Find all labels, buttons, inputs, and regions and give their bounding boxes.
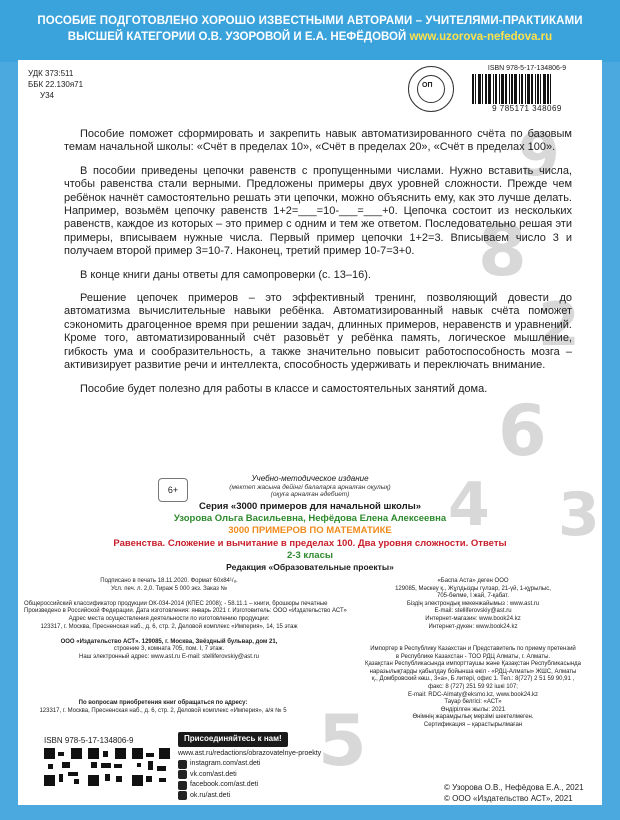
decor-digit: 2 [538,290,580,360]
detail-line: Тауар белгісі: «АСТ» [444,699,502,706]
social-label: instagram.com/ast.deti [190,760,261,767]
social-instagram[interactable] [178,759,321,770]
detail-line: Өнімнің жарамдылық мерзімі шектелмеген. [412,714,534,721]
decor-digit: 3 [558,480,600,550]
detail-line: Өндірілген жылы: 2021 [440,706,506,713]
detail-line: Подписано в печать 18.11.2020. Формат 60x84¹/₈. [100,578,238,584]
banner-line-2 [0,31,620,43]
detail-line: наразылықтарды қабылдау бойынша өкіл - «РДЦ-Алматы» ЖШС, Алматы [369,668,577,675]
paragraph: В конце книги даны ответы для самопроверки (с. 13–16). [80,268,371,281]
detail-line: Импортер в Республику Казахстан и Представитель по приему претензий [370,646,576,652]
copyright-line: © Узорова О.В., Нефёдова Е.А., 2021 [444,783,584,792]
detail-line: 123317, г. Москва, Пресненская наб., д. 6, стр. 2, Деловой комплекс «Империя», 14, 15 этаж [40,623,298,630]
copyright [444,782,584,804]
banner-authors: ВЫСШЕЙ КАТЕГОРИИ О.В. УЗОРОВОЙ И Е.А. НЕФЁДОВОЙ [67,31,407,43]
detail-line: Адрес места осуществления деятельности по изготовлению продукции: [68,615,270,622]
detail-line: Сертификация – қарастырылмаған [423,721,523,728]
detail-line [24,593,314,601]
detail-line: Қазақстан Республикасында импорттаушы және Қазақстан Республикасында [365,661,581,668]
qr-code[interactable] [44,748,82,786]
ok-icon [178,791,187,800]
qr-code[interactable] [88,748,126,786]
qr-code[interactable] [132,748,170,786]
detail-line [24,631,314,639]
detail-line: E-mail: RDC-Almaty@eksmo.kz, www.book24.kz [407,691,539,698]
edition-office: Редакция «Образовательные проекты» [226,562,394,572]
detail-line: Біздің электрондық мекенжайымыз : www.ast.ru [406,600,540,607]
decor-digit: 9 [518,120,560,190]
banner-line-1: ПОСОБИЕ ПОДГОТОВЛЕНО ХОРОШО ИЗВЕСТНЫМИ АВТОРАМИ – УЧИТЕЛЯМИ-ПРАКТИКАМИ [37,15,583,27]
social-links [178,732,321,801]
decor-digit: 4 [448,470,490,540]
isbn-barcode [466,64,588,114]
social-url-text: www.ast.ru/redactions/obrazovatelnye-proekty [178,749,322,757]
author-code: У34 [40,91,54,100]
book-title: 3000 ПРИМЕРОВ ПО МАТЕМАТИКЕ [228,525,392,536]
barcode-bars [472,74,582,104]
detail-line: қ., Домбровский көш., 3«а», Б литері, офис 1. Тел.: 8(727) 2 51 59 90,91 , [371,676,575,683]
order-heading: По вопросам приобретения книг обращаться по адресу: [78,700,248,706]
social-header: Присоединяйтесь к нам! [178,732,288,747]
social-label: facebook.com/ast.deti [190,781,259,788]
barcode-number: 9 785171 348069 [492,104,562,113]
instagram-icon [178,760,187,769]
order-info [28,700,298,715]
banner-url[interactable]: www.uzorova-nefedova.ru [409,31,553,43]
edition-type-kz-2: (оқуға арналған әдебиет) [270,491,350,498]
decor-digit: 8 [478,210,527,292]
detail-line: Усл. печ. л. 2,0. Тираж 5 000 экз. Заказ № [110,585,228,592]
decor-digit: 5 [318,700,367,782]
order-address: 123317, г. Москва, Пресненская наб., д. 6, стр. 2, Деловой комплекс «Империя», а/я № 5 [39,707,287,714]
top-banner [0,0,620,62]
importer-details [348,646,598,730]
detail-line: «Баспа Аста» деген ООО [437,578,509,584]
detail-line: E-mail: stelliferovskiy@ast.ru [434,608,512,615]
authors: Узорова Ольга Васильевна, Нефёдова Елена Алексеевна [173,513,447,524]
social-ok[interactable] [178,791,321,802]
bbk-code: ББК 22.130я71 [28,80,84,89]
logo-mark: ОП [422,82,433,89]
social-vk[interactable] [178,770,321,781]
detail-line: Интернет-магазин: www.book24.kz [425,615,521,622]
library-codes [28,68,83,101]
detail-line: в Республике Казахстан - ТОО РДЦ Алматы, г. Алматы. [395,653,551,660]
logo-ring [417,75,445,103]
back-cover-sheet [18,60,602,805]
age-rating-badge: 6+ [158,478,188,502]
description [64,128,572,406]
detail-line: 705-бөлме, I жай, 7-қабат. [437,593,509,600]
paragraph: Решение цепочек примеров – это эффективный тренинг, позволяющий довести до автоматизма вычислительные навыки ребёнка. Автоматизированный навык счёта поможет сэкономить драгоценное время при решении задач, длинных примеров, неравенств и уравнений. Кроме того, автоматизированный счёт разовьёт у ребёнка память, логическое мышление, гибкость ума и сообразительность, а также значительно повысит работоспособность мозга – активизирует развитие речи и интеллекта, способность удерживать и переключать внимание. [64,292,572,372]
edition-type: Учебно-методическое издание [251,474,369,483]
udk-code: УДК 373:511 [28,69,74,78]
barcode-isbn: ISBN 978-5-17-134806-9 [487,65,567,72]
vk-icon [178,770,187,779]
facebook-icon [178,781,187,790]
detail-line: 129085, Мәскеу қ., Жұлдызды гүлзар, 21-үй, 1-құрылыс, [395,585,551,592]
paragraph: В пособии приведены цепочки равенств с пропущенными числами. Нужно вставить числа, чтобы равенства стали верными. Предложены примеры двух уровней сложности. Прежде чем ребёнок начнёт самостоятельно решать эти цепочки, можно объяснить ему, как это лучше делать. Например, возьмём цепочку равенств 1+2=___=10-___=___+0. Цепочка состоит из нескольких равенств, каждое из которых – это пример с одним и тем же ответом. Последовательно решая эти примеры, вписываем нужные числа. Первый пример цепочки 1+2=3. Вписываем число 3 и получаем второй пример 3=10-7. Наконец, третий пример 10-7=3+0. [64,164,572,258]
detail-line: Интернет-дүкен: www.book24.kz [428,623,518,630]
publication-details [24,578,347,662]
bottom-isbn: ISBN 978-5-17-134806-9 [44,736,134,745]
social-label: vk.com/ast.deti [190,770,237,778]
social-label: ok.ru/ast.deti [190,791,231,799]
grade-level: 2-3 класы [287,550,333,561]
publisher-logo [408,66,454,112]
social-facebook[interactable] [178,780,321,791]
detail-line: Общероссийский классификатор продукции ОК-034-2014 (КПЕС 2008); - 58.11.1 – книги, брошюры печатные [24,600,328,607]
detail-line: строение 3, комната 705, пом. I, 7 этаж. [113,646,225,653]
decor-digit: 6 [498,390,547,472]
book-subtitle: Равенства. Сложение и вычитание в пределах 100. Два уровня сложности. Ответы [113,538,507,549]
detail-line: Наш электронный адрес: www.ast.ru E-mail: stelliferovskiy@ast.ru [79,653,259,660]
copyright-line: © ООО «Издательство АСТ», 2021 [444,794,573,803]
paragraph: Пособие поможет сформировать и закрепить навык автоматизированного счёта по базовым темам начальной школы: «Счёт в пределах 10», «Счёт в пределах 20», «Счёт в пределах 100». [64,128,572,154]
publisher-details-kz [348,578,598,631]
edition-type-kz-1: (мектеп жасына дейінгі балаларға арналған оқулық) [229,484,391,491]
paragraph: Пособие будет полезно для работы в классе и самостоятельных занятий дома. [80,382,488,395]
series-title: Серия «3000 примеров для начальной школы» [198,501,422,512]
social-url[interactable] [178,749,321,760]
detail-line: ООО «Издательство АСТ». 129085, г. Москва, Звёздный бульвар, дом 21, [60,638,278,645]
detail-line: факс: 8 (727) 251 59 92 ішкі 107; [428,683,518,690]
detail-line: Произведено в Российской Федерации. Дата изготовления: январь 2021 г. Изготовитель: ООО «Издательство АСТ» [24,608,347,615]
